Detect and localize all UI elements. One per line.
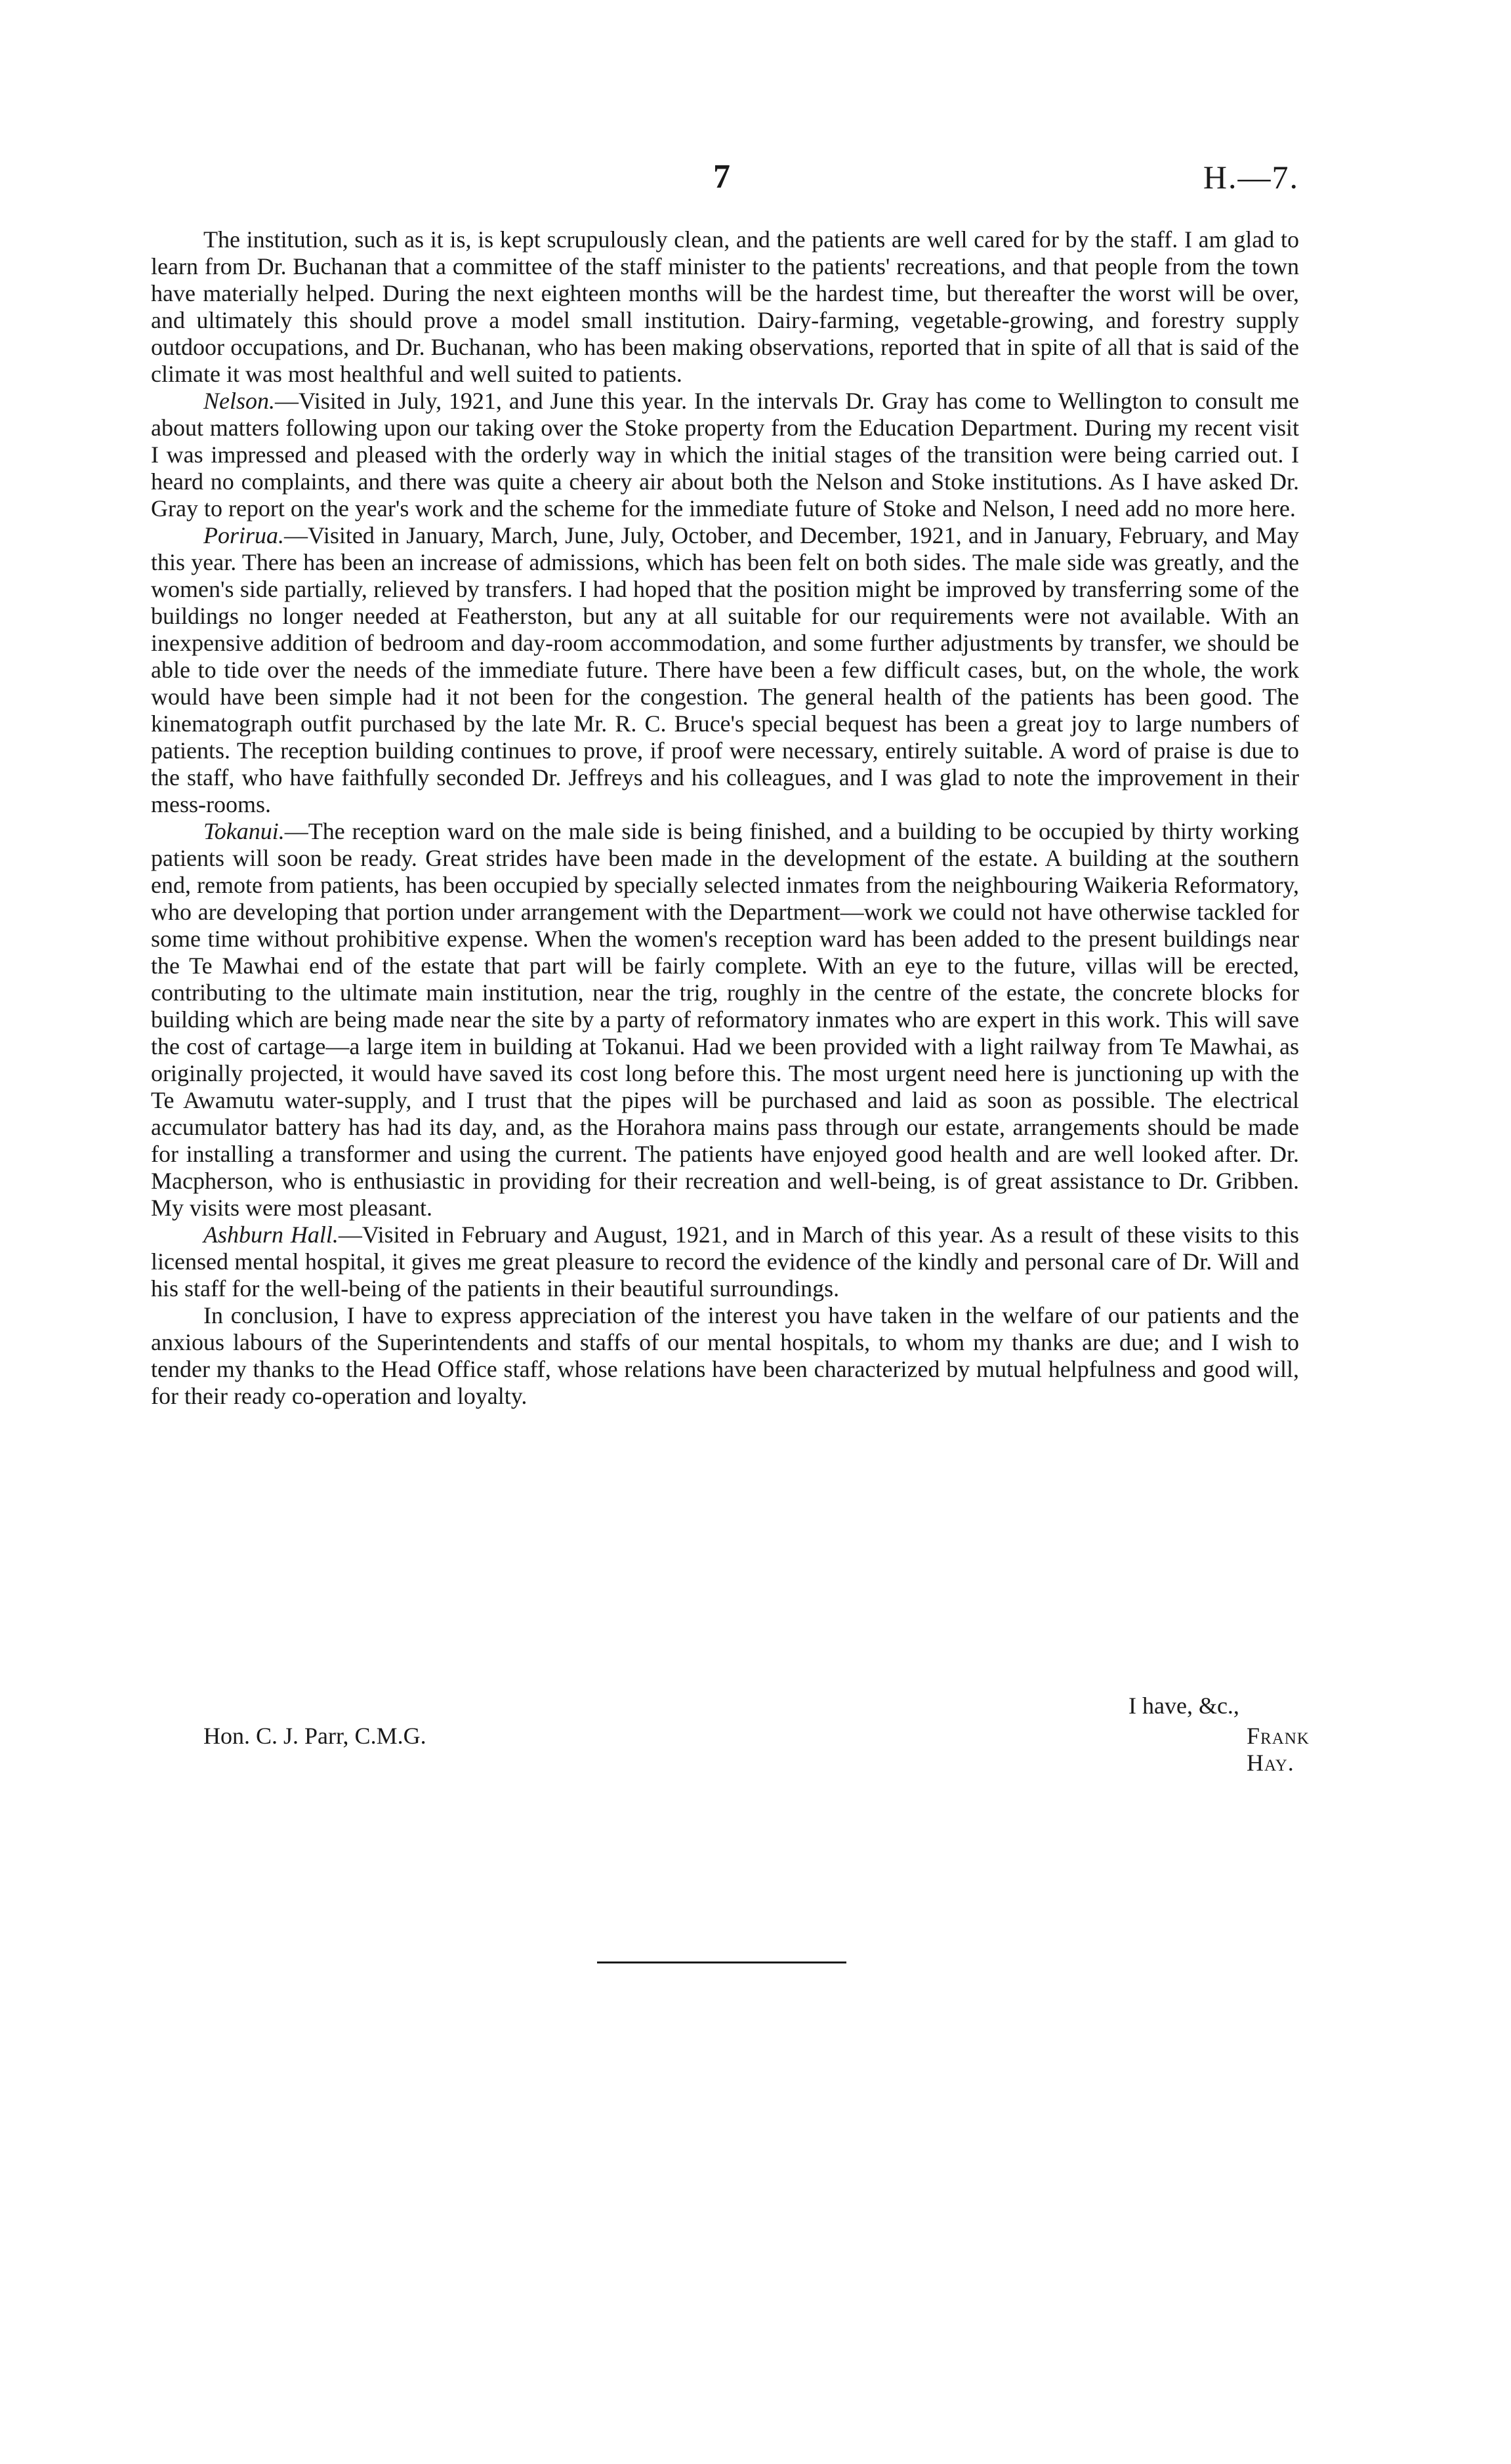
report-body <box>151 226 1299 1410</box>
paragraph-text: —Visited in February and August, 1921, and in March of this year. As a result of these visits to this licensed mental hospital, it gives me great pleasure to record the evidence of the kindly and personal care of Dr. Will and his staff for the well-being of the patients in their beautiful surroundings. <box>151 1222 1299 1302</box>
paragraph-tokanui <box>151 818 1299 1222</box>
paragraph-text: —Visited in July, 1921, and June this year. In the intervals Dr. Gray has come to Wellington to consult me about matters following upon our taking over the Stoke property from the Education Department. During my recent visit I was impressed and pleased with the orderly way in which the initial stages of the transition were being carried out. I heard no complaints, and there was quite a cheery air about both the Nelson and Stoke institutions. As I have asked Dr. Gray to report on the year's work and the scheme for the immediate future of Stoke and Nelson, I need add no more here. <box>151 388 1299 522</box>
recipient-name: Hon. C. J. Parr, C.M.G. <box>203 1723 426 1749</box>
paragraph-nelson <box>151 388 1299 522</box>
paragraph-heading: Tokanui. <box>203 818 285 844</box>
paragraph-text: —Visited in January, March, June, July, October, and December, 1921, and in January, February, and May this year. There has been an increase of admissions, which has been felt on both sides. The male side was greatly, and the women's side partially, relieved by transfers. I had hoped that the position might be improved by transferring some of the buildings no longer needed at Featherston, but any at all suitable for our requirements were not available. With an inexpensive addition of bedroom and day-room accommodation, and some further adjustments by transfer, we should be able to tide over the needs of the immediate future. There have been a few difficult cases, but, on the whole, the work would have been simple had it not been for the congestion. The general health of the patients has been good. The kinematograph outfit purchased by the late Mr. R. C. Bruce's special bequest has been a great joy to large numbers of patients. The reception building continues to prove, if proof were necessary, entirely suitable. A word of praise is due to the staff, who have faithfully seconded Dr. Jeffreys and his colleagues, and I was glad to note the improvement in their mess-rooms. <box>151 522 1299 817</box>
paragraph-text: In conclusion, I have to express appreciation of the interest you have taken in the welfare of our patients and the anxious labours of the Superintendents and staffs of our mental hospitals, to whom my thanks are due; and I wish to tender my thanks to the Head Office staff, whose relations have been characterized by mutual helpfulness and good will, for their ready co-operation and loyalty. <box>151 1302 1299 1409</box>
letter-signoff <box>151 1693 1310 1776</box>
paragraph-heading: Ashburn Hall. <box>203 1222 339 1248</box>
paragraph-text: The institution, such as it is, is kept scrupulously clean, and the patients are well cared for by the staff. I am glad to learn from Dr. Buchanan that a committee of the staff minister to the patients' recreations, and that people from the town have materially helped. During the next eighteen months will be the hardest time, but thereafter the worst will be over, and ultimately this should prove a model small institution. Dairy-farming, vegetable-growing, and forestry supply outdoor occupations, and Dr. Buchanan, who has been making observations, reported that in spite of all that is said of the climate it was most healthful and well suited to patients. <box>151 226 1299 387</box>
paragraph-heading: Porirua. <box>203 522 285 548</box>
paragraph-ashburn-hall <box>151 1222 1299 1302</box>
paragraph-porirua <box>151 522 1299 818</box>
signature-name: Frank Hay. <box>1247 1723 1310 1776</box>
document-reference: H.—7. <box>1203 159 1299 195</box>
paragraph-conclusion <box>151 1302 1299 1410</box>
page-number: 7 <box>713 158 730 195</box>
paragraph-heading: Nelson. <box>203 388 276 414</box>
paragraph-text: —The reception ward on the male side is being finished, and a building to be occupied by thirty working patients will soon be ready. Great strides have been made in the development of the estate. A building at the southern end, remote from patients, has been occupied by specially selected inmates from the neighbouring Waikeria Reformatory, who are developing that portion under arrangement with the Department—work we could not have otherwise tackled for some time without prohibitive expense. When the women's reception ward has been added to the present buildings near the Te Mawhai end of the estate that part will be fairly complete. With an eye to the future, villas will be erected, contributing to the ultimate main institution, near the trig, roughly in the centre of the estate, the concrete blocks for building which are being made near the site by a party of reformatory inmates who are expert in this work. This will save the cost of cartage—a large item in building at Tokanui. Had we been provided with a light railway from Te Mawhai, as originally projected, it would have saved its cost long before this. The most urgent need here is junctioning up with the Te Awamutu water-supply, and I trust that the pipes will be purchased and laid as soon as possible. The electrical accumulator battery has had its day, and, as the Horahora mains pass through our estate, arrangements should be made for installing a transformer and using the current. The patients have enjoyed good health and are well looked after. Dr. Macpherson, who is enthusiastic in providing for their recreation and well-being, is of great assistance to Dr. Gribben. My visits were most pleasant. <box>151 818 1299 1221</box>
closing-rule <box>597 1961 846 1963</box>
closing-phrase: I have, &c., <box>1128 1693 1239 1719</box>
paragraph-institution <box>151 226 1299 388</box>
